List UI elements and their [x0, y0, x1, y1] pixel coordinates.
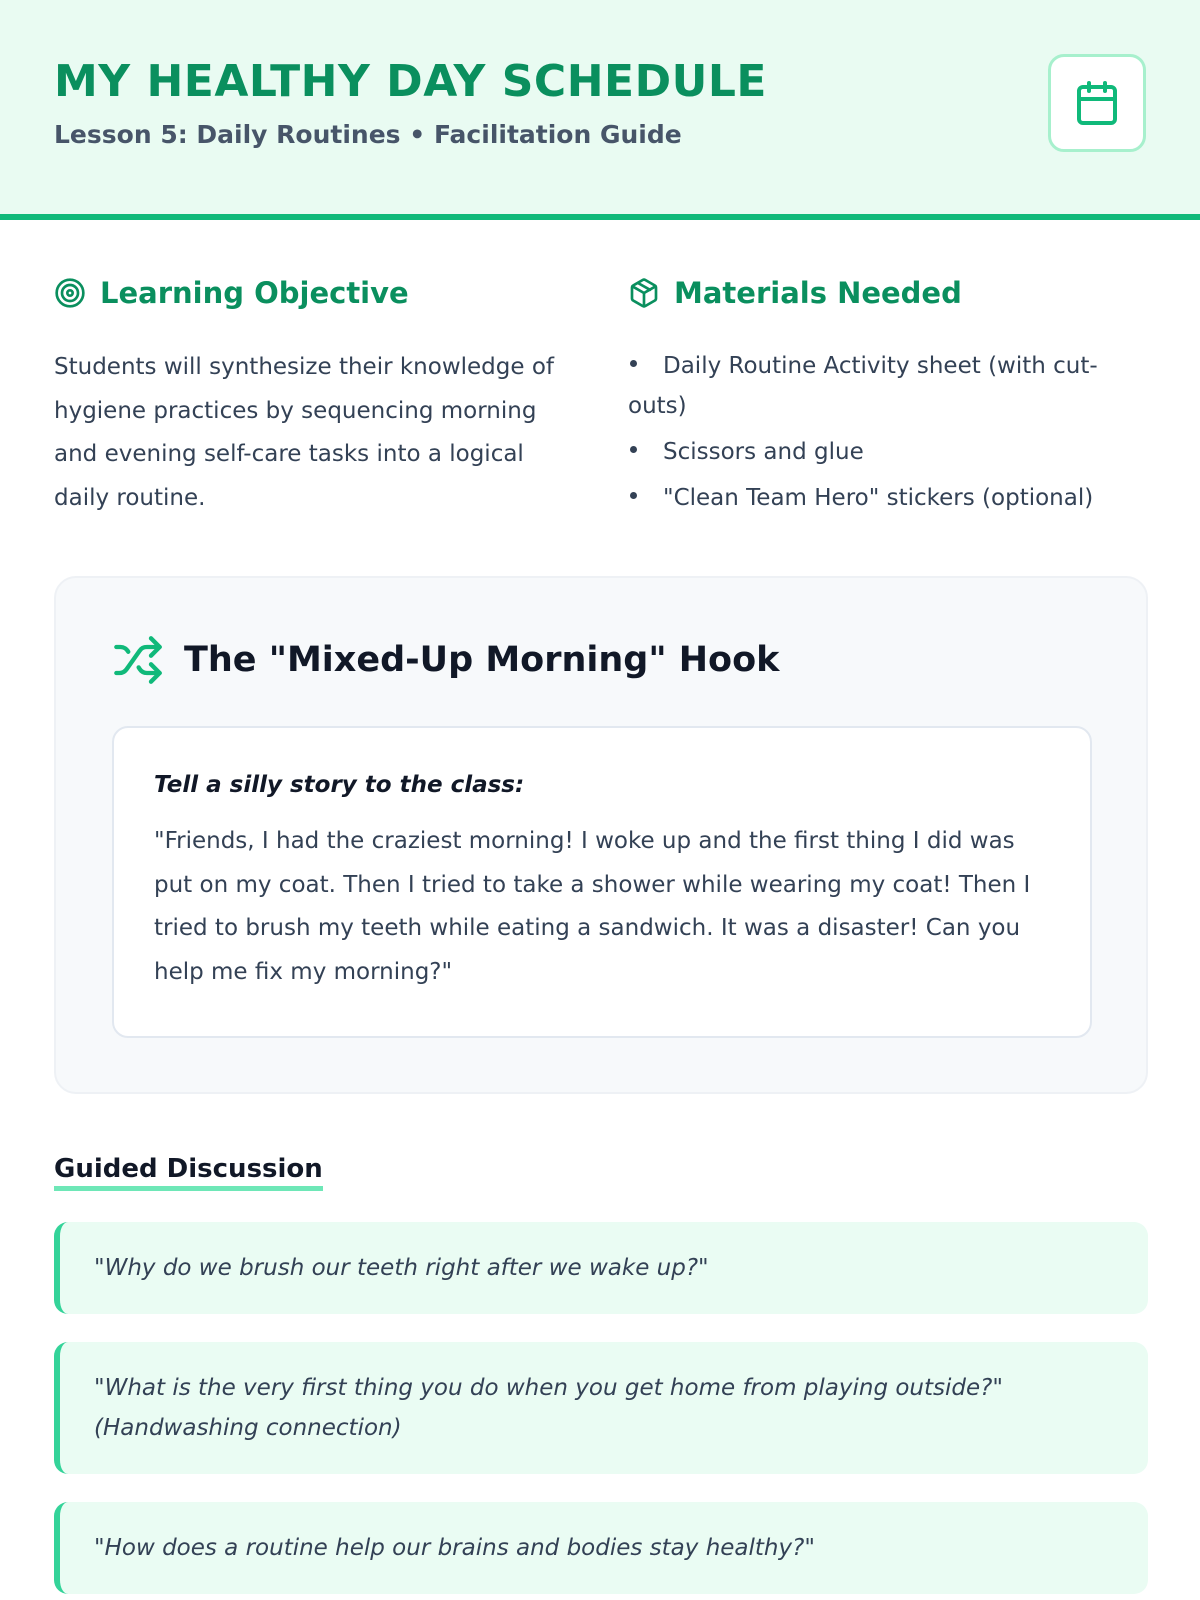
list-item: "Clean Team Hero" stickers (optional) [628, 478, 1148, 518]
list-item: Scissors and glue [628, 432, 1148, 472]
discussion-question [54, 1342, 1148, 1474]
discussion-question-text: "Why do we brush our teeth right after we wake up?" [94, 1255, 709, 1281]
discussion-heading: Guided Discussion [54, 1154, 323, 1191]
calendar-badge [1048, 54, 1146, 152]
calendar-icon [1073, 79, 1121, 127]
objective-heading [54, 276, 409, 310]
materials-heading-label: Materials Needed [674, 276, 962, 310]
discussion-question-text: "What is the very first thing you do when you get home from playing outside?" (Handwashing connection) [94, 1375, 1003, 1441]
hook-story: "Friends, I had the craziest morning! I woke up and the first thing I did was put on my coat. Then I tried to take a shower while wearing my coat! Then I tried to brush my teeth while eating a sandwich. It was a disaster! Can you help me fix my morning?" [154, 828, 1031, 985]
page-header [0, 0, 1200, 220]
target-icon [54, 277, 86, 309]
objective-heading-label: Learning Objective [100, 276, 409, 310]
shuffle-icon [112, 634, 164, 686]
list-item: Daily Routine Activity sheet (with cut-outs) [628, 346, 1148, 426]
discussion-question [54, 1222, 1148, 1314]
page-title: MY HEALTHY DAY SCHEDULE [54, 56, 767, 107]
materials-heading [628, 276, 962, 310]
discussion-question-text: "How does a routine help our brains and bodies stay healthy?" [94, 1535, 815, 1561]
hook-heading-label: The "Mixed-Up Morning" Hook [184, 640, 780, 680]
materials-list [628, 346, 1148, 524]
discussion-question [54, 1502, 1148, 1594]
page-subtitle: Lesson 5: Daily Routines • Facilitation Guide [54, 120, 682, 149]
package-icon [628, 277, 660, 309]
hook-story-box [112, 726, 1092, 1038]
hook-heading [112, 634, 779, 686]
objective-text: Students will synthesize their knowledge of hygiene practices by sequencing morning and evening self-care tasks into a logical daily routine. [54, 354, 555, 511]
hook-intro: Tell a silly story to the class: [154, 772, 525, 798]
hook-card [54, 576, 1148, 1094]
